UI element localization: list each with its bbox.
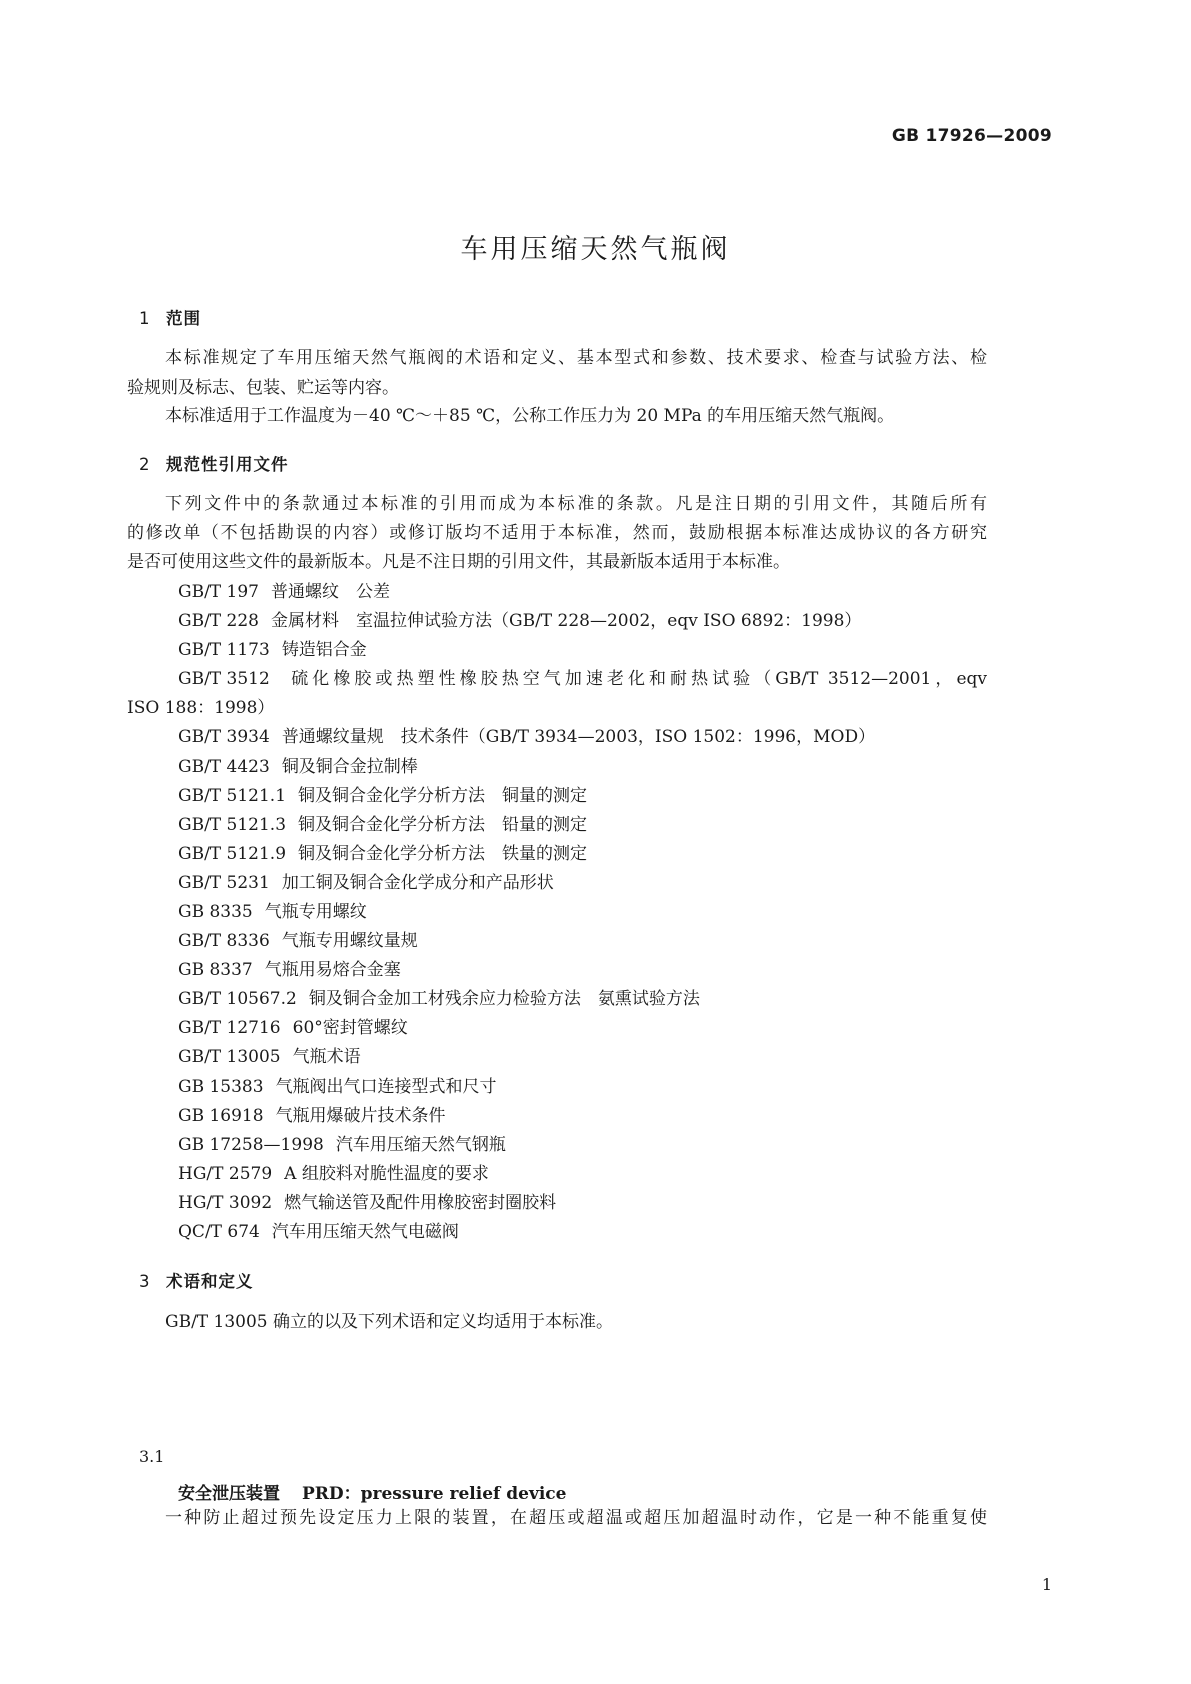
- reference-item: [178, 1193, 556, 1213]
- reference-title: 铜及铜合金化学分析方法 铜量的测定: [298, 786, 588, 806]
- section-2-heading: [139, 451, 289, 475]
- reference-title: 普通螺纹量规 技术条件（GB/T 3934—2003，ISO 1502：1996，MOD）: [281, 727, 876, 747]
- section-number: 1: [139, 309, 151, 328]
- reference-item: [178, 1077, 497, 1097]
- reference-code: GB/T 5121.3: [178, 815, 287, 835]
- reference-item: [178, 1222, 459, 1242]
- reference-code: HG/T 2579: [178, 1164, 273, 1184]
- section-1-para-2: 本标准适用于工作温度为－40 ℃～＋85 ℃，公称工作压力为 20 MPa 的车用压缩天然气瓶阀。: [165, 406, 895, 426]
- standard-code: GB 17926—2009: [891, 126, 1052, 146]
- reference-item: [178, 931, 418, 951]
- reference-item: [178, 1047, 361, 1067]
- reference-title: 气瓶用易熔合金塞: [264, 960, 401, 980]
- reference-item: [178, 1135, 506, 1155]
- reference-item: [178, 902, 367, 922]
- reference-code: QC/T 674: [178, 1222, 260, 1242]
- section-2-para-line-2: 的修改单（不包括勘误的内容）或修订版均不适用于本标准，然而，鼓励根据本标准达成协议的各方研究: [127, 523, 987, 543]
- document-title: 车用压缩天然气瓶阀: [460, 234, 731, 265]
- section-2-para-line-1: 下列文件中的条款通过本标准的引用而成为本标准的条款。凡是注日期的引用文件，其随后所有: [165, 494, 987, 514]
- section-title: 规范性引用文件: [166, 455, 289, 474]
- reference-code: GB 16918: [178, 1106, 264, 1126]
- reference-title: 铜及铜合金拉制棒: [281, 757, 418, 777]
- reference-title: 铜及铜合金化学分析方法 铅量的测定: [298, 815, 588, 835]
- reference-title: 气瓶阀出气口连接型式和尺寸: [275, 1077, 497, 1097]
- reference-title: 加工铜及铜合金化学成分和产品形状: [281, 873, 554, 893]
- term-entry: [178, 1479, 566, 1504]
- reference-code: GB/T 10567.2: [178, 989, 297, 1009]
- reference-item: [178, 1106, 446, 1126]
- reference-title: 汽车用压缩天然气电磁阀: [271, 1222, 459, 1242]
- reference-title: 60°密封管螺纹: [292, 1018, 408, 1038]
- section-number: 2: [139, 455, 151, 474]
- reference-code: GB 8335: [178, 902, 253, 922]
- reference-title: 气瓶用爆破片技术条件: [275, 1106, 446, 1126]
- reference-title: 气瓶专用螺纹量规: [281, 931, 418, 951]
- reference-title-continuation: ISO 188：1998）: [127, 698, 275, 718]
- reference-code: GB/T 12716: [178, 1018, 281, 1038]
- reference-code: GB/T 5121.1: [178, 786, 287, 806]
- reference-code: HG/T 3092: [178, 1193, 273, 1213]
- reference-item: [178, 669, 987, 689]
- reference-item: [178, 640, 367, 660]
- section-number: 3: [139, 1272, 151, 1291]
- reference-item: [178, 757, 418, 777]
- reference-title: 普通螺纹 公差: [271, 582, 390, 602]
- reference-code: GB 17258—1998: [178, 1135, 324, 1155]
- section-1-heading: [139, 305, 201, 329]
- reference-code: GB 8337: [178, 960, 253, 980]
- page-number: 1: [1041, 1575, 1052, 1594]
- subsection-number: 3.1: [139, 1447, 165, 1466]
- reference-item: [178, 727, 875, 747]
- section-title: 术语和定义: [166, 1272, 254, 1291]
- term-english: PRD：pressure relief device: [302, 1484, 567, 1504]
- reference-code: GB/T 1173: [178, 640, 270, 660]
- reference-title: A 组胶料对脆性温度的要求: [284, 1164, 489, 1184]
- reference-title: 汽车用压缩天然气钢瓶: [335, 1135, 506, 1155]
- reference-item: [178, 786, 587, 806]
- reference-code: GB/T 13005: [178, 1047, 281, 1067]
- reference-title: 气瓶术语: [292, 1047, 361, 1067]
- term-chinese: 安全泄压装置: [178, 1484, 280, 1504]
- reference-item: [178, 989, 700, 1009]
- section-1-para-1-line-1: 本标准规定了车用压缩天然气瓶阀的术语和定义、基本型式和参数、技术要求、检查与试验方法、检: [165, 348, 987, 368]
- reference-item: [178, 582, 390, 602]
- section-1-para-1-line-2: 验规则及标志、包装、贮运等内容。: [127, 378, 399, 398]
- reference-code: GB/T 5121.9: [178, 844, 287, 864]
- reference-title: 铜及铜合金加工材残余应力检验方法 氨熏试验方法: [308, 989, 700, 1009]
- reference-item: [178, 873, 554, 893]
- reference-item: [178, 844, 587, 864]
- reference-code: GB/T 4423: [178, 757, 270, 777]
- reference-item: [178, 1018, 408, 1038]
- reference-code: GB 15383: [178, 1077, 264, 1097]
- reference-code: GB/T 197: [178, 582, 259, 602]
- section-3-heading: [139, 1268, 254, 1292]
- reference-item: [178, 815, 587, 835]
- reference-code: GB/T 3934: [178, 727, 270, 747]
- reference-item: [178, 960, 401, 980]
- section-2-para-line-3: 是否可使用这些文件的最新版本。凡是不注日期的引用文件，其最新版本适用于本标准。: [127, 552, 790, 572]
- section-title: 范围: [166, 309, 201, 328]
- reference-code: GB/T 228: [178, 611, 259, 631]
- reference-code: GB/T 5231: [178, 873, 270, 893]
- reference-title: 铜及铜合金化学分析方法 铁量的测定: [298, 844, 588, 864]
- reference-title: 燃气输送管及配件用橡胶密封圈胶料: [284, 1193, 557, 1213]
- reference-item: [178, 1164, 489, 1184]
- reference-item: [178, 611, 861, 631]
- reference-code: GB/T 3512: [178, 669, 270, 689]
- term-definition-line-1: 一种防止超过预先设定压力上限的装置，在超压或超温或超压加超温时动作，它是一种不能重复使: [165, 1508, 987, 1528]
- reference-title: 硫化橡胶或热塑性橡胶热空气加速老化和耐热试验（GB/T 3512—2001，eqv: [291, 669, 987, 689]
- reference-code: GB/T 8336: [178, 931, 270, 951]
- reference-title: 气瓶专用螺纹: [264, 902, 367, 922]
- reference-title: 金属材料 室温拉伸试验方法（GB/T 228—2002，eqv ISO 6892：1998）: [271, 611, 862, 631]
- reference-title: 铸造铝合金: [281, 640, 367, 660]
- section-3-para: GB/T 13005 确立的以及下列术语和定义均适用于本标准。: [165, 1312, 614, 1332]
